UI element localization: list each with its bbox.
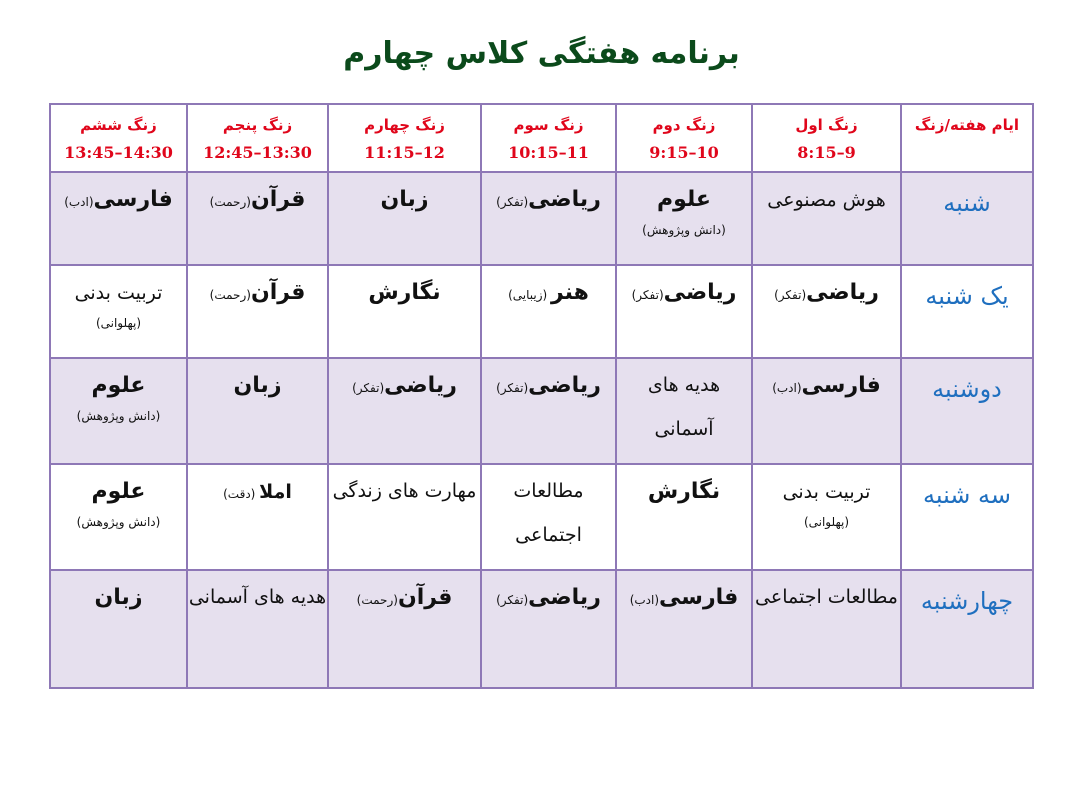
subject-label <box>51 278 186 308</box>
subject-label <box>753 477 900 507</box>
subject-cell <box>187 464 328 570</box>
subject-main: فارسی <box>659 585 739 610</box>
bell-name: زنگ اول <box>795 116 858 134</box>
day-label: چهارشنبه <box>920 587 1014 615</box>
day-label: یک شنبه <box>925 282 1009 310</box>
subject-label <box>482 469 615 557</box>
subject-cell <box>187 570 328 688</box>
subject-main: علوم <box>91 479 146 504</box>
bell-header-cell <box>616 104 752 172</box>
subject-label <box>617 185 751 215</box>
subject-main: ریاضی <box>528 373 601 398</box>
schedule-row <box>50 464 1033 570</box>
bell-header-cell <box>481 104 616 172</box>
subject-label <box>51 477 186 507</box>
subject-main: هنر <box>551 280 589 305</box>
subject-main: مهارت های زندگی <box>332 480 477 502</box>
subject-main: قرآن <box>250 280 306 305</box>
subject-label <box>329 469 480 513</box>
subject-label <box>482 185 615 217</box>
subject-label <box>51 185 186 217</box>
subject-label <box>188 371 327 401</box>
subject-cell <box>752 265 901 358</box>
subject-cell <box>50 358 187 464</box>
subject-main: ریاضی <box>528 187 601 212</box>
subject-cell <box>481 265 616 358</box>
subject-sub: (ادب) <box>64 195 94 209</box>
subject-label <box>753 278 900 310</box>
subject-cell <box>50 464 187 570</box>
subject-note: (دانش وپژوهش) <box>76 409 161 423</box>
subject-main: زبان <box>94 585 143 610</box>
bell-time: 9:15–10 <box>649 143 719 162</box>
subject-label <box>329 278 480 308</box>
subject-main: مطالعات اجتماعی <box>513 480 584 546</box>
subject-sub: (دقت) <box>223 487 260 501</box>
subject-sub: (تفکر) <box>496 593 529 607</box>
bell-header-cell <box>328 104 481 172</box>
bell-name: زنگ ششم <box>80 116 157 134</box>
day-cell <box>901 358 1033 464</box>
subject-label <box>617 477 751 507</box>
subject-note: (دانش وپژوهش) <box>76 515 161 529</box>
subject-cell <box>481 358 616 464</box>
subject-sub: (زیبایی) <box>508 288 551 302</box>
subject-main: نگارش <box>368 280 441 305</box>
subject-note: (پهلوانی) <box>95 316 142 330</box>
subject-cell <box>187 265 328 358</box>
subject-main: ریاضی <box>384 373 457 398</box>
subject-main: هدیه های آسمانی <box>647 374 721 440</box>
bell-header-cell <box>187 104 328 172</box>
subject-main: هدیه های آسمانی <box>188 586 327 608</box>
subject-sub: (رحمت) <box>209 195 251 209</box>
weekly-schedule-table <box>49 103 1034 689</box>
bell-time: 11:15–12 <box>364 143 445 162</box>
subject-cell <box>187 358 328 464</box>
subject-main: زبان <box>380 187 429 212</box>
subject-label <box>482 583 615 615</box>
subject-cell <box>481 464 616 570</box>
subject-label <box>188 185 327 217</box>
subject-label <box>329 583 480 615</box>
subject-cell <box>328 570 481 688</box>
subject-main: تربیت بدنی <box>74 282 163 304</box>
bell-time: 8:15–9 <box>797 143 856 162</box>
subject-label <box>51 583 186 613</box>
bell-header-cell <box>50 104 187 172</box>
day-cell <box>901 265 1033 358</box>
subject-cell <box>752 464 901 570</box>
subject-label <box>51 371 186 401</box>
bell-name: زنگ پنجم <box>222 116 293 134</box>
header-row <box>50 104 1033 172</box>
subject-cell <box>50 570 187 688</box>
schedule-row <box>50 265 1033 358</box>
subject-cell <box>481 570 616 688</box>
subject-label <box>753 371 900 403</box>
subject-label <box>188 278 327 310</box>
subject-sub: (تفکر) <box>496 381 529 395</box>
subject-label <box>482 278 615 310</box>
subject-cell <box>481 172 616 265</box>
subject-cell <box>616 358 752 464</box>
subject-cell <box>328 172 481 265</box>
subject-main: فارسی <box>93 187 173 212</box>
day-label: سه شنبه <box>922 481 1012 509</box>
subject-main: نگارش <box>647 479 721 504</box>
subject-cell <box>187 172 328 265</box>
subject-main: ریاضی <box>528 585 601 610</box>
subject-label <box>329 371 480 403</box>
subject-main: قرآن <box>397 585 453 610</box>
bell-header-cell <box>752 104 901 172</box>
bell-name: زنگ دوم <box>652 116 716 134</box>
subject-note: (دانش وپژوهش) <box>642 223 726 237</box>
page-title: برنامه هفتگی کلاس چهارم <box>343 36 740 71</box>
subject-sub: (ادب) <box>629 593 660 607</box>
subject-main: تربیت بدنی <box>782 481 871 503</box>
subject-label <box>753 185 900 215</box>
subject-main: ریاضی <box>663 280 737 305</box>
subject-label <box>617 583 751 615</box>
subject-main: فارسی <box>801 373 881 398</box>
schedule-row <box>50 172 1033 265</box>
subject-label <box>617 278 751 310</box>
subject-label <box>482 371 615 403</box>
subject-label <box>188 477 327 509</box>
day-cell <box>901 172 1033 265</box>
bell-time: 13:45–14:30 <box>64 143 173 162</box>
subject-cell <box>616 464 752 570</box>
subject-sub: (ادب) <box>772 381 802 395</box>
day-label: شنبه <box>943 189 991 217</box>
subject-cell <box>328 464 481 570</box>
bell-name: زنگ سوم <box>513 116 584 134</box>
subject-cell <box>752 570 901 688</box>
bell-time: 12:45–13:30 <box>203 143 312 162</box>
subject-sub: (تفکر) <box>352 381 385 395</box>
subject-main: قرآن <box>250 187 306 212</box>
subject-sub: (تفکر) <box>774 288 807 302</box>
day-label: دوشنبه <box>932 375 1002 403</box>
subject-sub: (رحمت) <box>209 288 251 302</box>
subject-main: علوم <box>91 373 146 398</box>
subject-sub: (تفکر) <box>631 288 664 302</box>
subject-label <box>329 185 480 215</box>
bell-name: زنگ چهارم <box>364 116 445 134</box>
subject-main: علوم <box>657 187 711 212</box>
subject-main: زبان <box>233 373 282 398</box>
subject-cell <box>616 172 752 265</box>
subject-cell <box>616 570 752 688</box>
corner-header-cell <box>901 104 1033 172</box>
subject-label <box>617 363 751 451</box>
subject-cell <box>328 265 481 358</box>
subject-main: املا <box>259 481 292 503</box>
subject-cell <box>50 172 187 265</box>
subject-label <box>753 575 900 619</box>
subject-main: ریاضی <box>806 280 879 305</box>
day-cell <box>901 570 1033 688</box>
bell-time: 10:15–11 <box>508 143 589 162</box>
corner-label: ایام هفته/زنگ <box>914 116 1020 134</box>
subject-cell <box>752 172 901 265</box>
subject-main: هوش مصنوعی <box>767 189 886 211</box>
subject-main: مطالعات اجتماعی <box>755 586 898 608</box>
schedule-row <box>50 358 1033 464</box>
subject-cell <box>50 265 187 358</box>
subject-label <box>188 575 327 619</box>
schedule-row <box>50 570 1033 688</box>
subject-cell <box>328 358 481 464</box>
subject-sub: (تفکر) <box>496 195 529 209</box>
day-cell <box>901 464 1033 570</box>
subject-note: (پهلوانی) <box>803 515 850 529</box>
subject-sub: (رحمت) <box>356 593 398 607</box>
subject-cell <box>616 265 752 358</box>
subject-cell <box>752 358 901 464</box>
